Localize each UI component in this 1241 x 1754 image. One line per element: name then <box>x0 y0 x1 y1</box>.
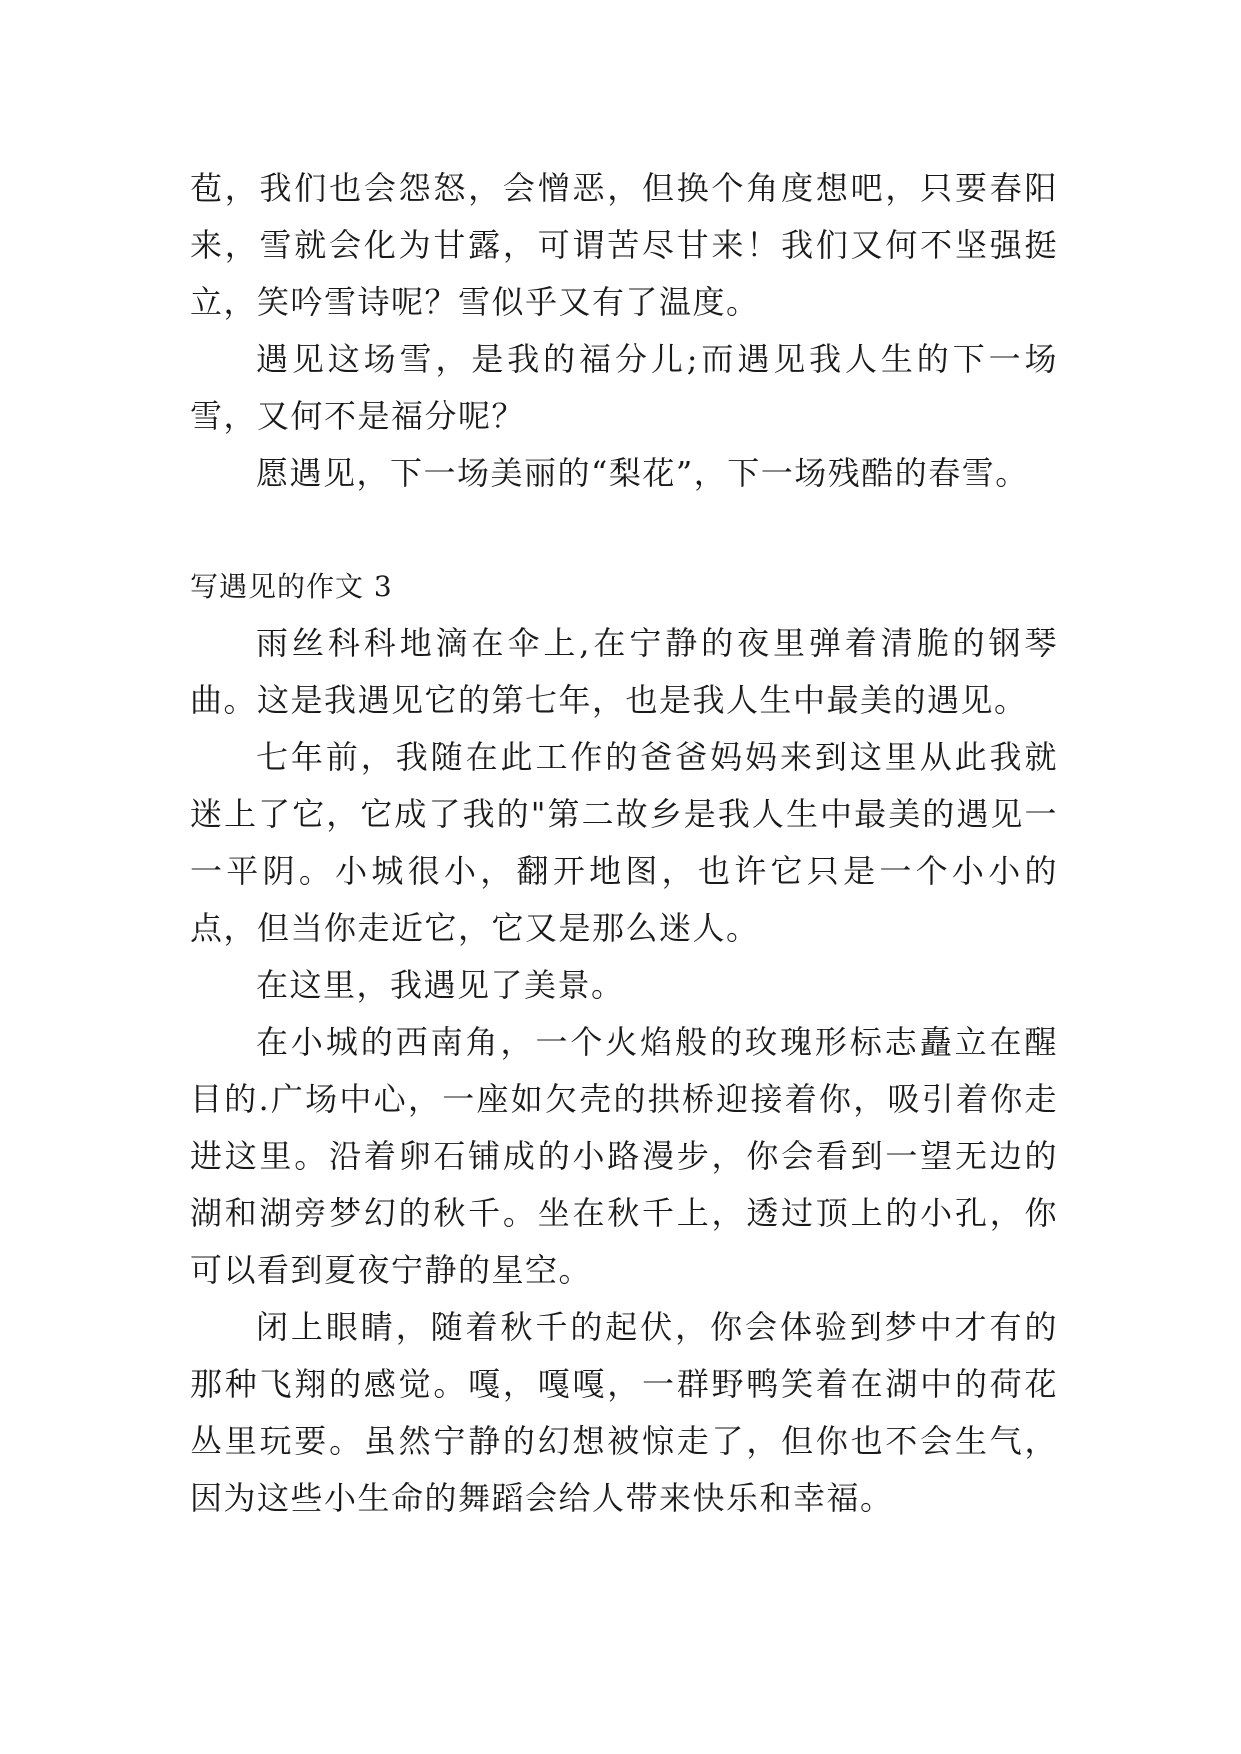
paragraph: 在小城的西南角，一个火焰般的玫瑰形标志矗立在醒目的.广场中心，一座如欠壳的拱桥迎接着你，吸引着你走进这里。沿着卵石铺成的小路漫步，你会看到一望无边的湖和湖旁梦幻的秋千。坐在秋千上，透过顶上的小孔，你可以看到夏夜宁静的星空。 <box>190 1023 1058 1289</box>
paragraph: 七年前，我随在此工作的爸爸妈妈来到这里从此我就迷上了它，它成了我的"第二故乡是我人生中最美的遇见一一平阴。小城很小，翻开地图，也许它只是一个小小的点，但当你走近它，它又是那么迷人。 <box>190 738 1058 947</box>
essay-heading: 写遇见的作文 3 <box>190 570 393 603</box>
paragraph-continuation: 苞，我们也会怨怒，会憎恶，但换个角度想吧，只要春阳来，雪就会化为甘露，可谓苦尽甘来！我们又何不坚强挺立，笑吟雪诗呢？雪似乎又有了温度。 <box>190 169 1058 321</box>
paragraph: 雨丝科科地滴在伞上,在宁静的夜里弹着清脆的钢琴曲。这是我遇见它的第七年，也是我人生中最美的遇见。 <box>190 624 1058 719</box>
section-gap <box>190 502 1058 558</box>
document-body <box>190 160 1058 1527</box>
paragraph: 在这里，我遇见了美景。 <box>256 966 625 1004</box>
paragraph-wish: 愿遇见，下一场美丽的“梨花”，下一场残酷的春雪。 <box>256 454 1029 492</box>
paragraph-fortune: 遇见这场雪，是我的福分儿;而遇见我人生的下一场雪，又何不是福分呢？ <box>190 340 1058 435</box>
paragraph: 闭上眼睛，随着秋千的起伏，你会体验到梦中才有的那种飞翔的感觉。嘎，嘎嘎，一群野鸭笑着在湖中的荷花丛里玩要。虽然宁静的幻想被惊走了，但你也不会生气，因为这些小生命的舞蹈会给人带来快乐和幸福。 <box>190 1308 1058 1517</box>
